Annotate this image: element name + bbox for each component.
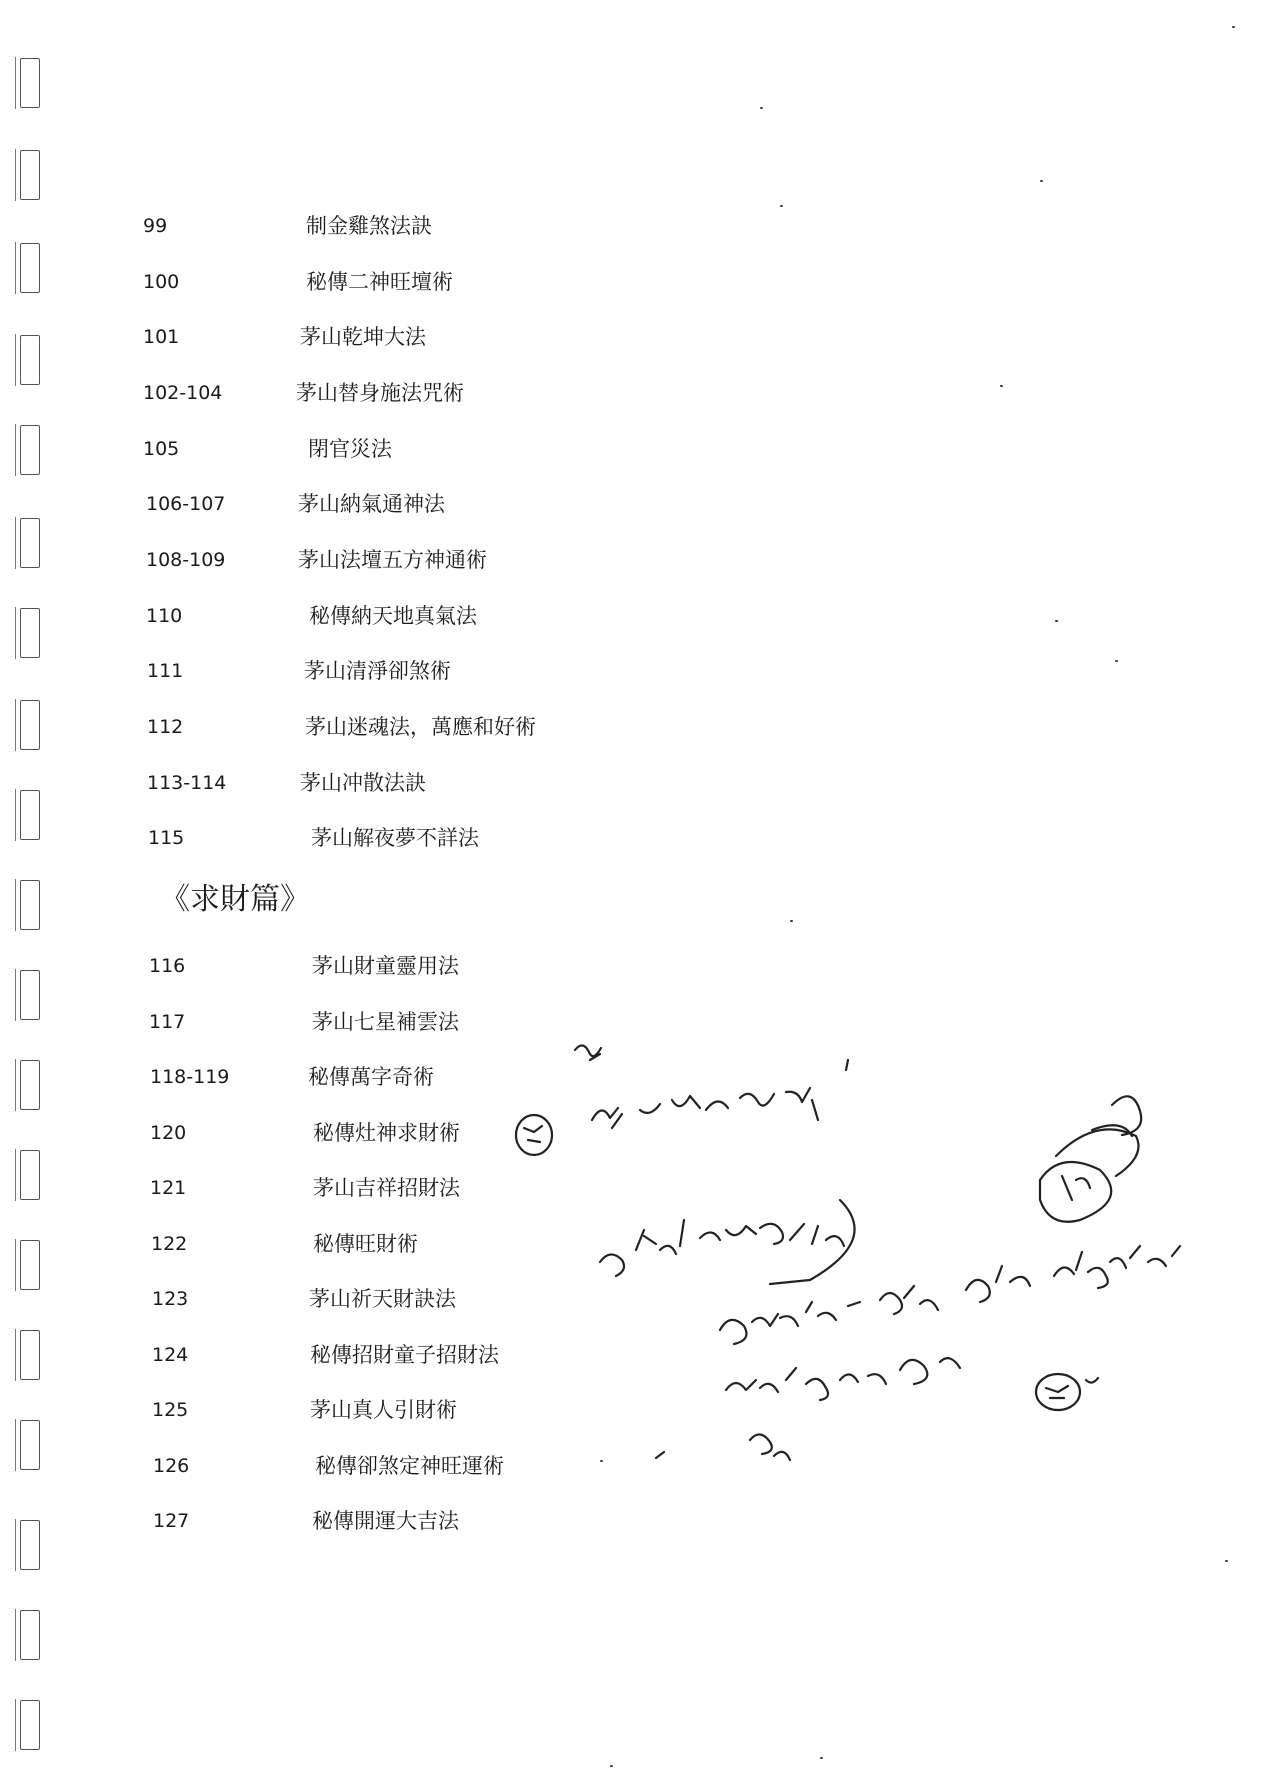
entry-title: 秘傳卻煞定神旺運術 — [315, 1454, 504, 1478]
scan-speck — [1225, 1560, 1228, 1562]
entry-title: 秘傳灶神求財術 — [313, 1121, 460, 1145]
entry-title: 茅山冲散法訣 — [300, 771, 426, 795]
entry-number: 110 — [146, 605, 183, 627]
entry-title: 茅山祈天財訣法 — [309, 1287, 456, 1311]
entry-number: 117 — [149, 1011, 186, 1033]
entry-number: 99 — [143, 215, 168, 237]
entry-number: 116 — [149, 955, 186, 977]
entry-title: 茅山納氣通神法 — [298, 492, 445, 516]
entry-number: 123 — [152, 1288, 189, 1310]
entry-title: 秘傳二神旺壇術 — [306, 270, 453, 294]
entry-title: 秘傳開運大吉法 — [312, 1509, 459, 1533]
entry-number: 122 — [151, 1233, 188, 1255]
entry-title: 秘傳萬字奇術 — [308, 1065, 434, 1089]
entry-title: 茅山真人引財術 — [310, 1398, 457, 1422]
entry-title: 茅山財童靈用法 — [312, 954, 459, 978]
entry-title: 茅山替身施法咒術 — [296, 381, 464, 405]
scan-speck — [760, 107, 763, 109]
entry-number: 113-114 — [147, 772, 227, 794]
scan-speck — [1055, 620, 1058, 622]
entry-number: 111 — [147, 660, 184, 682]
entry-title: 秘傳招財童子招財法 — [310, 1343, 499, 1367]
entry-number: 127 — [153, 1510, 190, 1532]
scan-speck — [600, 1460, 603, 1462]
entry-title: 茅山解夜夢不詳法 — [311, 826, 479, 850]
entry-number: 125 — [152, 1399, 189, 1421]
entry-title: 秘傳旺財術 — [313, 1232, 418, 1256]
scan-speck — [610, 1765, 613, 1767]
entry-number: 118-119 — [150, 1066, 230, 1088]
scan-speck — [780, 205, 783, 207]
scan-speck — [1232, 26, 1235, 28]
scan-speck — [1115, 660, 1118, 662]
scan-speck — [820, 1757, 823, 1759]
entry-title: 制金雞煞法訣 — [306, 214, 432, 238]
entry-title: 茅山吉祥招財法 — [313, 1176, 460, 1200]
scan-speck — [790, 920, 793, 922]
entry-number: 121 — [150, 1177, 187, 1199]
entry-number: 105 — [143, 438, 180, 460]
entry-number: 101 — [143, 326, 180, 348]
entry-number: 108-109 — [146, 549, 226, 571]
entry-title: 茅山迷魂法，萬應和好術 — [305, 715, 536, 739]
section-heading: 《求財篇》 — [160, 882, 310, 917]
entry-number: 106-107 — [146, 493, 226, 515]
entry-number: 120 — [150, 1122, 187, 1144]
scan-speck — [1000, 385, 1003, 387]
entry-number: 126 — [153, 1455, 190, 1477]
entry-title: 茅山法壇五方神通術 — [298, 548, 487, 572]
scan-speck — [1040, 180, 1043, 182]
entry-number: 102-104 — [143, 382, 223, 404]
entry-title: 秘傳納天地真氣法 — [309, 604, 477, 628]
entry-title: 茅山七星補雲法 — [312, 1010, 459, 1034]
entry-number: 112 — [147, 716, 184, 738]
entry-number: 100 — [143, 271, 180, 293]
entry-title: 閉官災法 — [308, 437, 392, 461]
entry-number: 124 — [152, 1344, 189, 1366]
entry-title: 茅山清淨卻煞術 — [304, 659, 451, 683]
entry-title: 茅山乾坤大法 — [300, 325, 426, 349]
entry-number: 115 — [148, 827, 185, 849]
